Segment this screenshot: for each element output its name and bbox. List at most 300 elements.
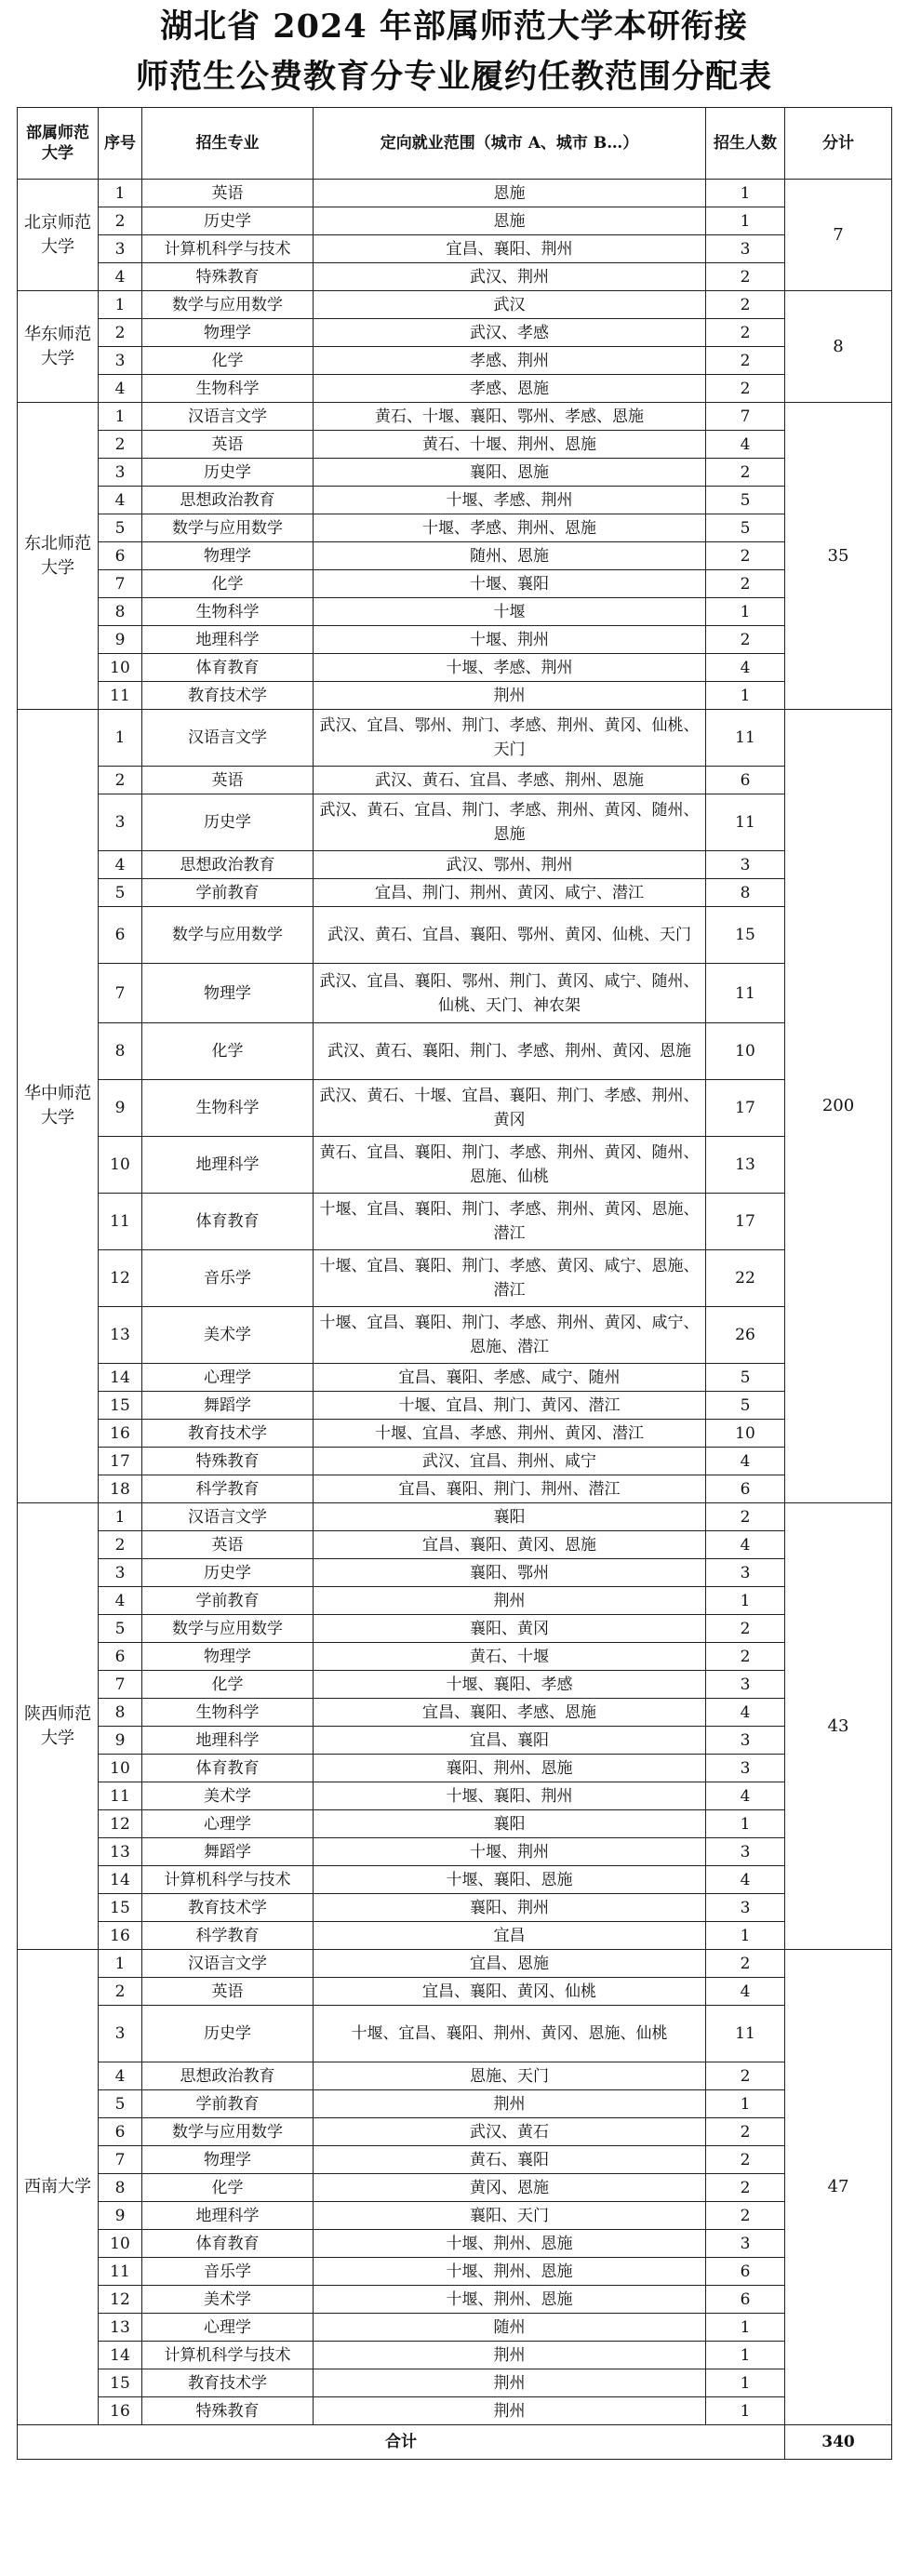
count-cell: 4 — [706, 1699, 785, 1727]
range-cell: 宜昌、襄阳、荆州 — [314, 235, 706, 263]
range-cell: 十堰、荆州、恩施 — [314, 2230, 706, 2258]
index-cell: 8 — [99, 1023, 142, 1080]
index-cell: 10 — [99, 1755, 142, 1782]
major-cell: 地理科学 — [142, 1137, 314, 1194]
range-cell: 十堰、宜昌、襄阳、荆门、孝感、荆州、黄冈、咸宁、恩施、潜江 — [314, 1307, 706, 1364]
range-cell: 十堰、襄阳 — [314, 570, 706, 598]
range-cell: 宜昌、襄阳、黄冈、恩施 — [314, 1531, 706, 1559]
major-cell: 科学教育 — [142, 1922, 314, 1950]
table-row — [18, 1838, 892, 1866]
major-cell: 物理学 — [142, 2146, 314, 2174]
range-cell: 十堰、荆州 — [314, 626, 706, 654]
table-row — [18, 794, 892, 851]
count-cell: 4 — [706, 1978, 785, 2006]
range-cell: 十堰、襄阳、荆州 — [314, 1782, 706, 1810]
major-cell: 历史学 — [142, 2006, 314, 2062]
count-cell: 2 — [706, 1503, 785, 1531]
major-cell: 汉语言文学 — [142, 710, 314, 767]
range-cell: 随州、恩施 — [314, 542, 706, 570]
count-cell: 10 — [706, 1023, 785, 1080]
index-cell: 4 — [99, 375, 142, 403]
index-cell: 9 — [99, 626, 142, 654]
major-cell: 物理学 — [142, 319, 314, 347]
index-cell: 2 — [99, 1531, 142, 1559]
table-row — [18, 1699, 892, 1727]
count-cell: 2 — [706, 542, 785, 570]
table-row — [18, 1782, 892, 1810]
range-cell: 荆州 — [314, 682, 706, 710]
index-cell: 10 — [99, 1137, 142, 1194]
index-cell: 15 — [99, 1392, 142, 1420]
range-cell: 十堰、孝感、荆州 — [314, 487, 706, 514]
range-cell: 襄阳、黄冈 — [314, 1615, 706, 1643]
subtotal-cell: 35 — [785, 403, 892, 710]
major-cell: 教育技术学 — [142, 2369, 314, 2397]
major-cell: 体育教育 — [142, 1194, 314, 1250]
subtotal-cell: 200 — [785, 710, 892, 1503]
table-row — [18, 879, 892, 907]
range-cell: 十堰、孝感、荆州 — [314, 654, 706, 682]
page-subtitle: 师范生公费教育分专业履约任教范围分配表 — [135, 58, 772, 96]
major-cell: 生物科学 — [142, 375, 314, 403]
count-cell: 17 — [706, 1194, 785, 1250]
count-cell: 5 — [706, 1364, 785, 1392]
major-cell: 数学与应用数学 — [142, 514, 314, 542]
count-cell: 6 — [706, 2286, 785, 2314]
major-cell: 科学教育 — [142, 1475, 314, 1503]
count-cell: 2 — [706, 2202, 785, 2230]
count-cell: 17 — [706, 1080, 785, 1137]
university-cell: 北京师范大学 — [18, 180, 99, 291]
range-cell: 恩施、天门 — [314, 2062, 706, 2090]
index-cell: 14 — [99, 1364, 142, 1392]
table-row — [18, 682, 892, 710]
major-cell: 思想政治教育 — [142, 487, 314, 514]
count-cell: 11 — [706, 794, 785, 851]
count-cell: 1 — [706, 2314, 785, 2342]
count-cell: 5 — [706, 487, 785, 514]
count-cell: 1 — [706, 2090, 785, 2118]
table-row — [18, 1250, 892, 1307]
index-cell: 14 — [99, 2342, 142, 2369]
index-cell: 4 — [99, 487, 142, 514]
major-cell: 学前教育 — [142, 879, 314, 907]
table-row — [18, 403, 892, 431]
range-cell: 十堰、荆州、恩施 — [314, 2258, 706, 2286]
index-cell: 9 — [99, 1727, 142, 1755]
range-cell: 宜昌、襄阳 — [314, 1727, 706, 1755]
range-cell: 黄石、襄阳 — [314, 2146, 706, 2174]
range-cell: 荆州 — [314, 1587, 706, 1615]
table-row — [18, 263, 892, 291]
major-cell: 舞蹈学 — [142, 1392, 314, 1420]
table-row — [18, 1643, 892, 1671]
table-row — [18, 2369, 892, 2397]
major-cell: 计算机科学与技术 — [142, 235, 314, 263]
subtotal-cell: 43 — [785, 1503, 892, 1950]
table-row — [18, 1950, 892, 1978]
table-row — [18, 2342, 892, 2369]
range-cell: 武汉、宜昌、襄阳、鄂州、荆门、黄冈、咸宁、随州、仙桃、天门、神农架 — [314, 964, 706, 1023]
count-cell: 1 — [706, 598, 785, 626]
count-cell: 2 — [706, 1615, 785, 1643]
count-cell: 6 — [706, 1475, 785, 1503]
range-cell: 荆州 — [314, 2397, 706, 2425]
major-cell: 汉语言文学 — [142, 403, 314, 431]
major-cell: 心理学 — [142, 2314, 314, 2342]
index-cell: 18 — [99, 1475, 142, 1503]
table-row — [18, 2314, 892, 2342]
header-index: 序号 — [99, 108, 142, 180]
index-cell: 13 — [99, 2314, 142, 2342]
major-cell: 思想政治教育 — [142, 851, 314, 879]
table-row — [18, 235, 892, 263]
table-row — [18, 1587, 892, 1615]
major-cell: 英语 — [142, 1531, 314, 1559]
count-cell: 2 — [706, 2146, 785, 2174]
index-cell: 3 — [99, 235, 142, 263]
index-cell: 4 — [99, 1587, 142, 1615]
major-cell: 物理学 — [142, 964, 314, 1023]
range-cell: 黄石、十堰、荆州、恩施 — [314, 431, 706, 459]
range-cell: 宜昌、襄阳、荆门、荆州、潜江 — [314, 1475, 706, 1503]
index-cell: 2 — [99, 319, 142, 347]
index-cell: 5 — [99, 1615, 142, 1643]
range-cell: 襄阳、荆州、恩施 — [314, 1755, 706, 1782]
major-cell: 化学 — [142, 347, 314, 375]
index-cell: 1 — [99, 180, 142, 207]
university-cell: 华中师范大学 — [18, 710, 99, 1503]
range-cell: 襄阳、鄂州 — [314, 1559, 706, 1587]
major-cell: 物理学 — [142, 542, 314, 570]
count-cell: 2 — [706, 2174, 785, 2202]
major-cell: 化学 — [142, 570, 314, 598]
range-cell: 十堰、宜昌、荆门、黄冈、潜江 — [314, 1392, 706, 1420]
major-cell: 心理学 — [142, 1364, 314, 1392]
range-cell: 武汉 — [314, 291, 706, 319]
range-cell: 十堰、宜昌、襄阳、荆州、黄冈、恩施、仙桃 — [314, 2006, 706, 2062]
index-cell: 1 — [99, 403, 142, 431]
major-cell: 体育教育 — [142, 1755, 314, 1782]
major-cell: 舞蹈学 — [142, 1838, 314, 1866]
count-cell: 3 — [706, 851, 785, 879]
major-cell: 化学 — [142, 2174, 314, 2202]
index-cell: 5 — [99, 2090, 142, 2118]
table-row — [18, 710, 892, 767]
index-cell: 13 — [99, 1307, 142, 1364]
table-row — [18, 431, 892, 459]
major-cell: 地理科学 — [142, 2202, 314, 2230]
total-label: 合计 — [18, 2425, 785, 2460]
major-cell: 计算机科学与技术 — [142, 1866, 314, 1894]
count-cell: 1 — [706, 2397, 785, 2425]
range-cell: 十堰 — [314, 598, 706, 626]
table-row — [18, 1671, 892, 1699]
major-cell: 地理科学 — [142, 1727, 314, 1755]
range-cell: 十堰、襄阳、孝感 — [314, 1671, 706, 1699]
count-cell: 2 — [706, 375, 785, 403]
table-row — [18, 2258, 892, 2286]
range-cell: 十堰、荆州、恩施 — [314, 2286, 706, 2314]
index-cell: 7 — [99, 964, 142, 1023]
range-cell: 十堰、宜昌、襄阳、荆门、孝感、荆州、黄冈、恩施、潜江 — [314, 1194, 706, 1250]
range-cell: 荆州 — [314, 2342, 706, 2369]
range-cell: 宜昌、荆门、荆州、黄冈、咸宁、潜江 — [314, 879, 706, 907]
table-row — [18, 1755, 892, 1782]
index-cell: 1 — [99, 710, 142, 767]
major-cell: 特殊教育 — [142, 1448, 314, 1475]
range-cell: 武汉、宜昌、鄂州、荆门、孝感、荆州、黄冈、仙桃、天门 — [314, 710, 706, 767]
major-cell: 教育技术学 — [142, 1420, 314, 1448]
header-major: 招生专业 — [142, 108, 314, 180]
major-cell: 数学与应用数学 — [142, 2118, 314, 2146]
table-row — [18, 1364, 892, 1392]
count-cell: 8 — [706, 879, 785, 907]
index-cell: 15 — [99, 2369, 142, 2397]
index-cell: 12 — [99, 2286, 142, 2314]
count-cell: 7 — [706, 403, 785, 431]
index-cell: 3 — [99, 794, 142, 851]
table-row — [18, 2146, 892, 2174]
table-row — [18, 654, 892, 682]
table-row — [18, 1559, 892, 1587]
table-row — [18, 487, 892, 514]
range-cell: 黄石、宜昌、襄阳、荆门、孝感、荆州、黄冈、随州、恩施、仙桃 — [314, 1137, 706, 1194]
header-count: 招生人数 — [706, 108, 785, 180]
table-row — [18, 319, 892, 347]
table-row — [18, 2062, 892, 2090]
subtotal-cell: 7 — [785, 180, 892, 291]
index-cell: 7 — [99, 2146, 142, 2174]
university-cell: 华东师范大学 — [18, 291, 99, 403]
table-row — [18, 1475, 892, 1503]
range-cell: 十堰、宜昌、孝感、荆州、黄冈、潜江 — [314, 1420, 706, 1448]
table-row — [18, 207, 892, 235]
table-header-row — [18, 108, 892, 180]
major-cell: 英语 — [142, 180, 314, 207]
major-cell: 历史学 — [142, 207, 314, 235]
count-cell: 13 — [706, 1137, 785, 1194]
count-cell: 3 — [706, 235, 785, 263]
count-cell: 3 — [706, 1559, 785, 1587]
count-cell: 6 — [706, 2258, 785, 2286]
range-cell: 宜昌、襄阳、孝感、恩施 — [314, 1699, 706, 1727]
major-cell: 英语 — [142, 1978, 314, 2006]
count-cell: 3 — [706, 1727, 785, 1755]
table-row — [18, 598, 892, 626]
count-cell: 1 — [706, 1810, 785, 1838]
index-cell: 8 — [99, 598, 142, 626]
table-row — [18, 907, 892, 964]
range-cell: 荆州 — [314, 2369, 706, 2397]
table-row — [18, 1448, 892, 1475]
major-cell: 教育技术学 — [142, 682, 314, 710]
table-row — [18, 2006, 892, 2062]
index-cell: 8 — [99, 2174, 142, 2202]
count-cell: 26 — [706, 1307, 785, 1364]
count-cell: 2 — [706, 2062, 785, 2090]
index-cell: 16 — [99, 1420, 142, 1448]
major-cell: 音乐学 — [142, 1250, 314, 1307]
count-cell: 2 — [706, 1643, 785, 1671]
table-row — [18, 1023, 892, 1080]
range-cell: 武汉、鄂州、荆州 — [314, 851, 706, 879]
count-cell: 2 — [706, 459, 785, 487]
range-cell: 襄阳、天门 — [314, 2202, 706, 2230]
table-row — [18, 2202, 892, 2230]
table-row — [18, 1307, 892, 1364]
range-cell: 黄石、十堰、襄阳、鄂州、孝感、恩施 — [314, 403, 706, 431]
index-cell: 9 — [99, 1080, 142, 1137]
count-cell: 6 — [706, 767, 785, 794]
university-cell: 陕西师范大学 — [18, 1503, 99, 1950]
index-cell: 2 — [99, 207, 142, 235]
index-cell: 14 — [99, 1866, 142, 1894]
major-cell: 地理科学 — [142, 626, 314, 654]
major-cell: 音乐学 — [142, 2258, 314, 2286]
major-cell: 汉语言文学 — [142, 1503, 314, 1531]
index-cell: 3 — [99, 2006, 142, 2062]
index-cell: 11 — [99, 1782, 142, 1810]
table-row — [18, 459, 892, 487]
count-cell: 4 — [706, 1866, 785, 1894]
index-cell: 4 — [99, 2062, 142, 2090]
range-cell: 宜昌、襄阳、黄冈、仙桃 — [314, 1978, 706, 2006]
major-cell: 物理学 — [142, 1643, 314, 1671]
table-row — [18, 375, 892, 403]
major-cell: 心理学 — [142, 1810, 314, 1838]
range-cell: 十堰、襄阳、恩施 — [314, 1866, 706, 1894]
major-cell: 学前教育 — [142, 1587, 314, 1615]
range-cell: 恩施 — [314, 180, 706, 207]
count-cell: 2 — [706, 291, 785, 319]
index-cell: 11 — [99, 682, 142, 710]
table-row — [18, 1531, 892, 1559]
count-cell: 1 — [706, 1587, 785, 1615]
table-row — [18, 1978, 892, 2006]
major-cell: 历史学 — [142, 459, 314, 487]
table-row — [18, 2230, 892, 2258]
range-cell: 黄石、十堰 — [314, 1643, 706, 1671]
count-cell: 3 — [706, 2230, 785, 2258]
index-cell: 3 — [99, 459, 142, 487]
count-cell: 4 — [706, 654, 785, 682]
table-row — [18, 542, 892, 570]
index-cell: 15 — [99, 1894, 142, 1922]
table-row — [18, 1080, 892, 1137]
range-cell: 十堰、荆州 — [314, 1838, 706, 1866]
index-cell: 6 — [99, 2118, 142, 2146]
count-cell: 11 — [706, 964, 785, 1023]
count-cell: 10 — [706, 1420, 785, 1448]
count-cell: 1 — [706, 2342, 785, 2369]
major-cell: 生物科学 — [142, 1699, 314, 1727]
index-cell: 8 — [99, 1699, 142, 1727]
index-cell: 3 — [99, 347, 142, 375]
header-subtotal: 分计 — [785, 108, 892, 180]
range-cell: 武汉、宜昌、荆州、咸宁 — [314, 1448, 706, 1475]
range-cell: 孝感、恩施 — [314, 375, 706, 403]
table-row — [18, 1866, 892, 1894]
count-cell: 3 — [706, 1838, 785, 1866]
range-cell: 武汉、孝感 — [314, 319, 706, 347]
major-cell: 教育技术学 — [142, 1894, 314, 1922]
index-cell: 1 — [99, 1503, 142, 1531]
table-row — [18, 964, 892, 1023]
table-row — [18, 767, 892, 794]
index-cell: 10 — [99, 654, 142, 682]
major-cell: 化学 — [142, 1023, 314, 1080]
major-cell: 美术学 — [142, 1307, 314, 1364]
index-cell: 6 — [99, 1643, 142, 1671]
table-row — [18, 2118, 892, 2146]
table-row — [18, 1615, 892, 1643]
count-cell: 2 — [706, 263, 785, 291]
allocation-table — [17, 107, 892, 2460]
index-cell: 11 — [99, 2258, 142, 2286]
count-cell: 1 — [706, 207, 785, 235]
table-row — [18, 2174, 892, 2202]
major-cell: 美术学 — [142, 1782, 314, 1810]
count-cell: 4 — [706, 1782, 785, 1810]
range-cell: 武汉、黄石、襄阳、荆门、孝感、荆州、黄冈、恩施 — [314, 1023, 706, 1080]
major-cell: 特殊教育 — [142, 2397, 314, 2425]
index-cell: 5 — [99, 514, 142, 542]
table-row — [18, 347, 892, 375]
table-row — [18, 1420, 892, 1448]
index-cell: 2 — [99, 431, 142, 459]
table-row — [18, 851, 892, 879]
index-cell: 10 — [99, 2230, 142, 2258]
range-cell: 武汉、荆州 — [314, 263, 706, 291]
count-cell: 11 — [706, 710, 785, 767]
count-cell: 4 — [706, 1448, 785, 1475]
index-cell: 4 — [99, 263, 142, 291]
page-title: 湖北省 2024 年部属师范大学本研衔接 — [160, 7, 748, 46]
range-cell: 宜昌、恩施 — [314, 1950, 706, 1978]
range-cell: 襄阳、恩施 — [314, 459, 706, 487]
major-cell: 美术学 — [142, 2286, 314, 2314]
table-row — [18, 1137, 892, 1194]
table-body — [18, 180, 892, 2460]
range-cell: 武汉、黄石 — [314, 2118, 706, 2146]
count-cell: 3 — [706, 1755, 785, 1782]
major-cell: 计算机科学与技术 — [142, 2342, 314, 2369]
count-cell: 4 — [706, 431, 785, 459]
major-cell: 化学 — [142, 1671, 314, 1699]
table-row — [18, 291, 892, 319]
total-value: 340 — [785, 2425, 892, 2460]
count-cell: 1 — [706, 1922, 785, 1950]
major-cell: 体育教育 — [142, 654, 314, 682]
count-cell: 2 — [706, 319, 785, 347]
index-cell: 5 — [99, 879, 142, 907]
count-cell: 2 — [706, 626, 785, 654]
count-cell: 4 — [706, 1531, 785, 1559]
subtotal-cell: 8 — [785, 291, 892, 403]
university-cell: 东北师范大学 — [18, 403, 99, 710]
range-cell: 武汉、黄石、宜昌、荆门、孝感、荆州、黄冈、随州、恩施 — [314, 794, 706, 851]
range-cell: 武汉、黄石、宜昌、襄阳、鄂州、黄冈、仙桃、天门 — [314, 907, 706, 964]
major-cell: 英语 — [142, 431, 314, 459]
table-row — [18, 1392, 892, 1420]
university-cell: 西南大学 — [18, 1950, 99, 2425]
subtotal-cell: 47 — [785, 1950, 892, 2425]
count-cell: 2 — [706, 2118, 785, 2146]
range-cell: 武汉、黄石、十堰、宜昌、襄阳、荆门、孝感、荆州、黄冈 — [314, 1080, 706, 1137]
total-row — [18, 2425, 892, 2460]
count-cell: 1 — [706, 2369, 785, 2397]
